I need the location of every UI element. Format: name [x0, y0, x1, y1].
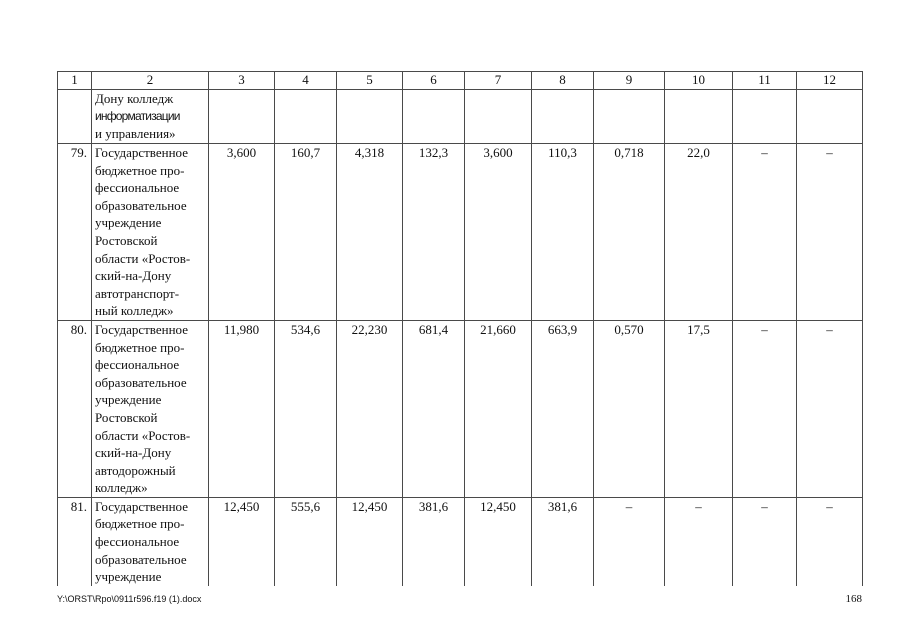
value-cell-col-6 — [403, 90, 465, 144]
cell-value: 12,450 — [351, 498, 388, 514]
value-cell-col-6 — [403, 144, 465, 321]
institution-name-line: Дону колледж — [95, 91, 174, 106]
value-cell-col-10 — [665, 144, 733, 321]
value-cell-col-3 — [209, 144, 275, 321]
cell-value: 381,6 — [418, 498, 449, 514]
cell-value: 12,450 — [480, 498, 516, 514]
table-row — [58, 144, 863, 321]
value-cell-col-9 — [594, 497, 665, 585]
data-table — [57, 71, 863, 586]
header-cell: 9 — [594, 72, 665, 90]
institution-name-line: ский-на-Дону — [95, 268, 172, 284]
cell-value: 3,600 — [226, 145, 257, 160]
header-cell: 12 — [797, 72, 863, 90]
institution-name-line: области «Ростов- — [95, 427, 191, 443]
cell-value: 681,4 — [418, 321, 449, 337]
institution-name-line: Ростовской — [95, 409, 158, 425]
institution-name-line: образовательное — [95, 374, 187, 390]
cell-value: 12,450 — [223, 498, 260, 514]
table-row — [58, 90, 863, 144]
value-cell-col-7 — [465, 320, 532, 497]
value-cell-col-10 — [665, 497, 733, 585]
institution-name-line: образовательное — [95, 551, 187, 567]
cell-value: 132,3 — [418, 145, 449, 160]
cell-value: 3,600 — [483, 145, 513, 160]
cell-value: – — [826, 145, 833, 160]
table-body — [58, 72, 863, 586]
cell-value: – — [826, 498, 833, 514]
value-cell-col-4 — [275, 90, 337, 144]
value-cell-col-10 — [665, 320, 733, 497]
institution-name — [92, 144, 209, 321]
value-cell-col-6 — [403, 497, 465, 585]
value-cell-col-8 — [532, 90, 594, 144]
value-cell-col-12 — [797, 90, 863, 144]
value-cell-col-9 — [594, 144, 665, 321]
value-cell-col-5 — [337, 144, 403, 321]
value-cell-col-7 — [465, 497, 532, 585]
institution-name-line: области «Ростов- — [95, 250, 191, 266]
value-cell-col-3 — [209, 90, 275, 144]
table-row — [58, 320, 863, 497]
value-cell-col-5 — [337, 320, 403, 497]
institution-name-line: фессиональное — [95, 357, 180, 373]
value-cell-col-6 — [403, 320, 465, 497]
cell-value: 534,6 — [290, 321, 321, 337]
institution-name-line: бюджетное про- — [95, 162, 185, 178]
institution-name-line: Государственное — [95, 321, 188, 337]
cell-value: – — [761, 321, 768, 337]
institution-name — [92, 497, 209, 585]
institution-name-line: информатизации — [95, 108, 180, 123]
institution-name-line: учреждение — [95, 215, 162, 231]
value-cell-col-11 — [733, 90, 797, 144]
row-number: 81. — [58, 497, 92, 585]
header-cell: 7 — [465, 72, 532, 90]
institution-name-line: автотранспорт- — [95, 285, 180, 301]
header-cell: 8 — [532, 72, 594, 90]
value-cell-col-7 — [465, 90, 532, 144]
header-cell: 10 — [665, 72, 733, 90]
cell-value: – — [625, 498, 633, 514]
file-path: Y:\ORST\Rpo\0911r596.f19 (1).docx — [57, 594, 202, 604]
value-cell-col-4 — [275, 144, 337, 321]
value-cell-col-3 — [209, 497, 275, 585]
institution-name-line: автодорожный — [95, 462, 176, 478]
header-cell: 2 — [92, 72, 209, 90]
institution-name-line: учреждение — [95, 569, 162, 585]
value-cell-col-11 — [733, 320, 797, 497]
cell-value: 22,0 — [687, 145, 710, 160]
cell-value: 110,3 — [548, 145, 577, 160]
cell-value: 160,7 — [290, 145, 321, 160]
cell-value: 0,718 — [614, 145, 644, 160]
value-cell-col-5 — [337, 497, 403, 585]
value-cell-col-11 — [733, 497, 797, 585]
header-cell: 1 — [58, 72, 92, 90]
cell-value: – — [761, 145, 768, 160]
page-number: 168 — [845, 593, 862, 605]
header-cell: 11 — [733, 72, 797, 90]
row-number: 79. — [58, 144, 92, 321]
cell-value: – — [761, 498, 768, 514]
header-row — [58, 72, 863, 90]
institution-name-line: ный колледж» — [95, 303, 174, 319]
institution-name-line: колледж» — [95, 480, 148, 496]
institution-name-line: ский-на-Дону — [95, 445, 172, 461]
cell-value: 17,5 — [687, 321, 710, 337]
cell-value: 381,6 — [547, 498, 578, 514]
row-number — [58, 90, 92, 144]
institution-name-line: Ростовской — [95, 232, 158, 248]
value-cell-col-12 — [797, 497, 863, 585]
value-cell-col-8 — [532, 144, 594, 321]
cell-value: 663,9 — [547, 321, 578, 337]
institution-name-line: фессиональное — [95, 534, 180, 550]
value-cell-col-5 — [337, 90, 403, 144]
value-cell-col-12 — [797, 320, 863, 497]
value-cell-col-9 — [594, 90, 665, 144]
institution-name — [92, 90, 209, 144]
institution-name-line: бюджетное про- — [95, 516, 185, 532]
institution-name-line: и управления» — [95, 126, 176, 142]
cell-value: 555,6 — [290, 498, 321, 514]
value-cell-col-9 — [594, 320, 665, 497]
value-cell-col-8 — [532, 320, 594, 497]
cell-value: 22,230 — [351, 321, 388, 337]
header-cell: 3 — [209, 72, 275, 90]
institution-name-line: Государственное — [95, 145, 188, 160]
value-cell-col-7 — [465, 144, 532, 321]
row-number: 80. — [58, 320, 92, 497]
value-cell-col-4 — [275, 497, 337, 585]
cell-value: – — [826, 321, 833, 337]
value-cell-col-12 — [797, 144, 863, 321]
header-cell: 5 — [337, 72, 403, 90]
institution-name-line: образовательное — [95, 197, 187, 213]
cell-value: 21,660 — [480, 321, 516, 337]
table-row — [58, 497, 863, 585]
value-cell-col-11 — [733, 144, 797, 321]
institution-name — [92, 320, 209, 497]
value-cell-col-10 — [665, 90, 733, 144]
institution-name-line: бюджетное про- — [95, 339, 185, 355]
value-cell-col-3 — [209, 320, 275, 497]
cell-value: – — [695, 498, 702, 514]
institution-name-line: фессиональное — [95, 180, 180, 196]
institution-name-line: Государственное — [95, 498, 188, 514]
cell-value: 0,570 — [614, 321, 644, 337]
institution-name-line: учреждение — [95, 392, 162, 408]
cell-value: 4,318 — [354, 145, 385, 160]
header-cell: 4 — [275, 72, 337, 90]
cell-value: 11,980 — [223, 321, 260, 337]
header-cell: 6 — [403, 72, 465, 90]
value-cell-col-4 — [275, 320, 337, 497]
value-cell-col-8 — [532, 497, 594, 585]
